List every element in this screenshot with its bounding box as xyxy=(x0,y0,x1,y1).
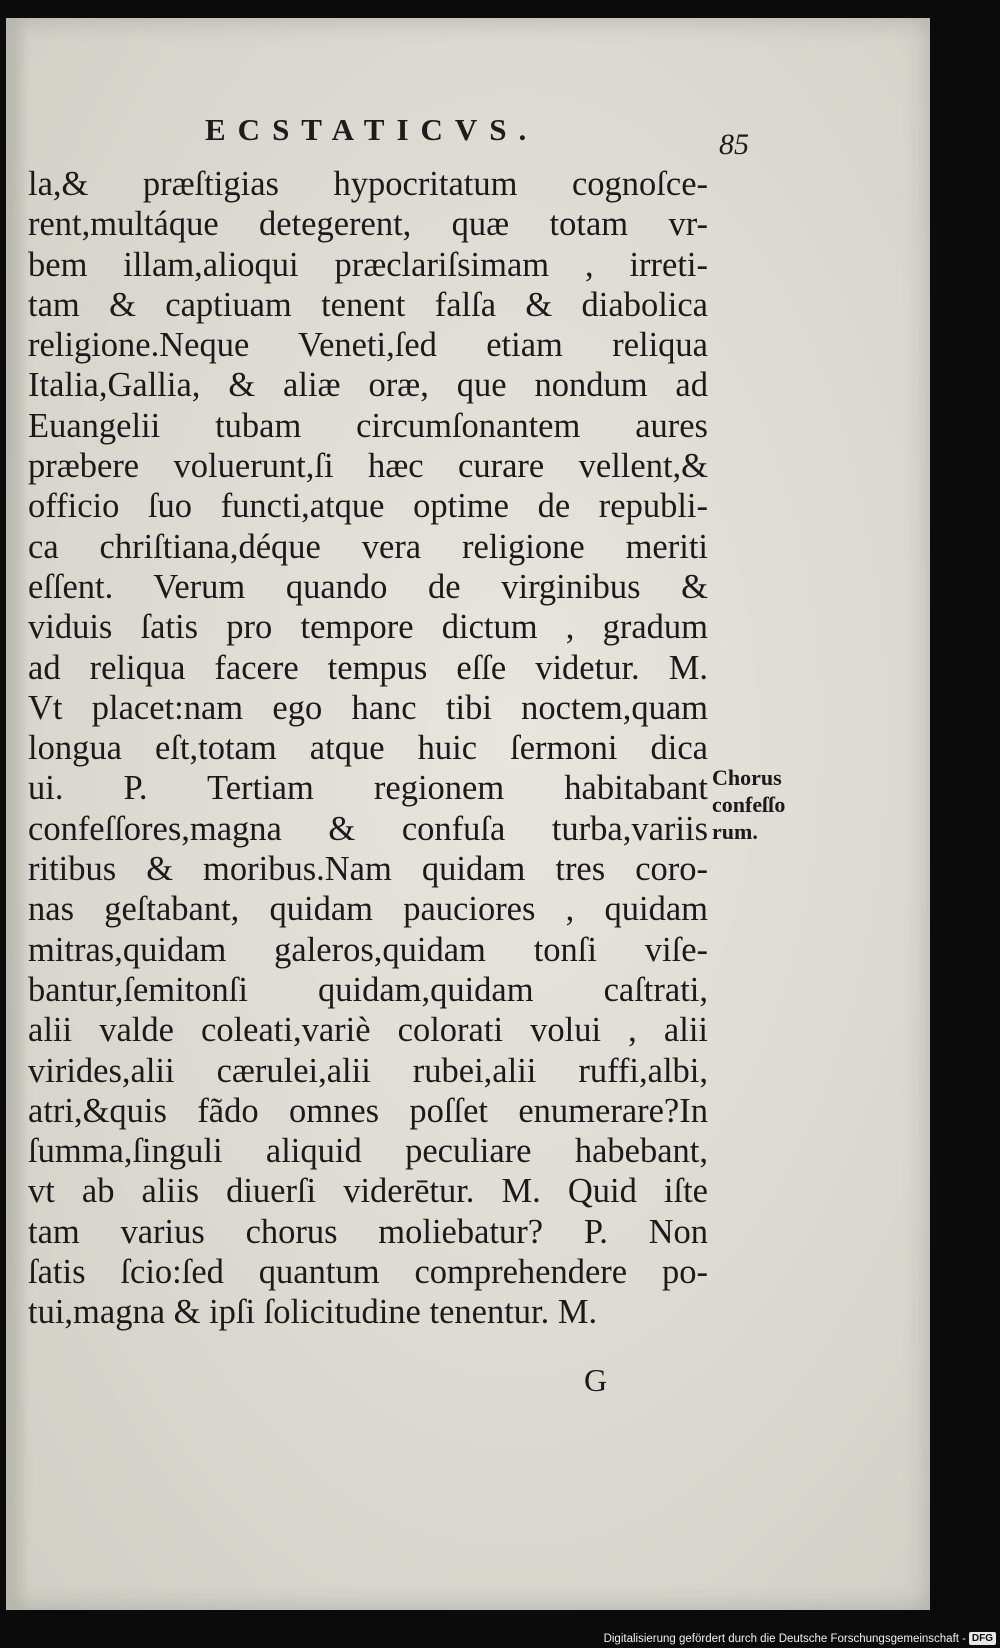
text-line: præbere voluerunt,ſi hæc curare vellent,& xyxy=(28,447,708,486)
text-line: nas geſtabant, quidam pauciores , quidam xyxy=(28,890,708,929)
text-line: ritibus & moribus.Nam quidam tres coro- xyxy=(28,850,708,889)
text-line: Vt placet:nam ego hanc tibi noctem,quam xyxy=(28,688,708,727)
text-line: ſatis ſcio:ſed quantum comprehendere po- xyxy=(28,1253,708,1292)
text-line: ca chriſtiana,déque vera religione meriti xyxy=(28,527,708,566)
text-line: officio ſuo functi,atque optime de republi- xyxy=(28,487,708,526)
running-head: ECSTATICVS. xyxy=(205,112,539,147)
text-line: mitras,quidam galeros,quidam tonſi viſe- xyxy=(28,930,708,969)
text-line: bem illam,alioqui præclariſsimam , irreti- xyxy=(28,245,708,284)
marginal-note-line: confeſſo xyxy=(712,792,786,817)
text-line: alii valde coleati,variè colorati volui , alii xyxy=(28,1011,708,1050)
text-line: confeſſores,magna & confuſa turba,variis xyxy=(28,809,708,848)
text-line: tam varius chorus moliebatur? P. Non xyxy=(28,1212,708,1251)
text-line: ui. P. Tertiam regionem habitabant xyxy=(28,769,708,808)
dfg-logo: DFG xyxy=(969,1632,996,1645)
page-edge-shadow xyxy=(6,18,28,1610)
text-line: religione.Neque Veneti,ſed etiam reliqua xyxy=(28,326,708,365)
text-line: Euangelii tubam circumſonantem aures xyxy=(28,406,708,445)
text-line: ſumma,ſinguli aliquid peculiare habebant, xyxy=(28,1132,708,1171)
text-line: Italia,Gallia, & aliæ oræ, que nondum ad xyxy=(28,366,708,405)
text-line: atri,&quis fãdo omnes poſſet enumerare?In xyxy=(28,1091,708,1130)
text-line: bantur,ſemitonſi quidam,quidam caſtrati, xyxy=(28,970,708,1009)
text-line: tam & captiuam tenent falſa & diabolica xyxy=(28,285,708,324)
digitization-credit: Digitalisierung gefördert durch die Deutsche Forschungsgemeinschaft - xyxy=(603,1633,966,1645)
marginal-note-line: Chorus xyxy=(712,765,782,790)
footer-bar xyxy=(0,1626,1000,1648)
page-number: 85 xyxy=(719,128,749,161)
text-line: viduis ſatis pro tempore dictum , gradum xyxy=(28,608,708,647)
marginal-note xyxy=(712,764,822,845)
text-line: ad reliqua facere tempus eſſe videtur. M. xyxy=(28,648,708,687)
body-text xyxy=(28,164,708,1333)
text-line: eſſent. Verum quando de virginibus & xyxy=(28,567,708,606)
text-line: la,& præſtigias hypocritatum cognoſce- xyxy=(28,165,708,203)
text-line: longua eſt,totam atque huic ſermoni dica xyxy=(28,729,708,768)
marginal-note-line: rum. xyxy=(712,819,758,844)
text-line: vt ab aliis diuerſi viderētur. M. Quid iſte xyxy=(28,1172,708,1211)
text-line: tui,magna & ipſi ſolicitudine tenentur. M. xyxy=(28,1293,598,1332)
signature-mark: G xyxy=(584,1362,608,1398)
text-line: rent,multáque detegerent, quæ totam vr- xyxy=(28,205,708,244)
text-line: virides,alii cærulei,alii rubei,alii ruffi,albi, xyxy=(28,1051,708,1090)
